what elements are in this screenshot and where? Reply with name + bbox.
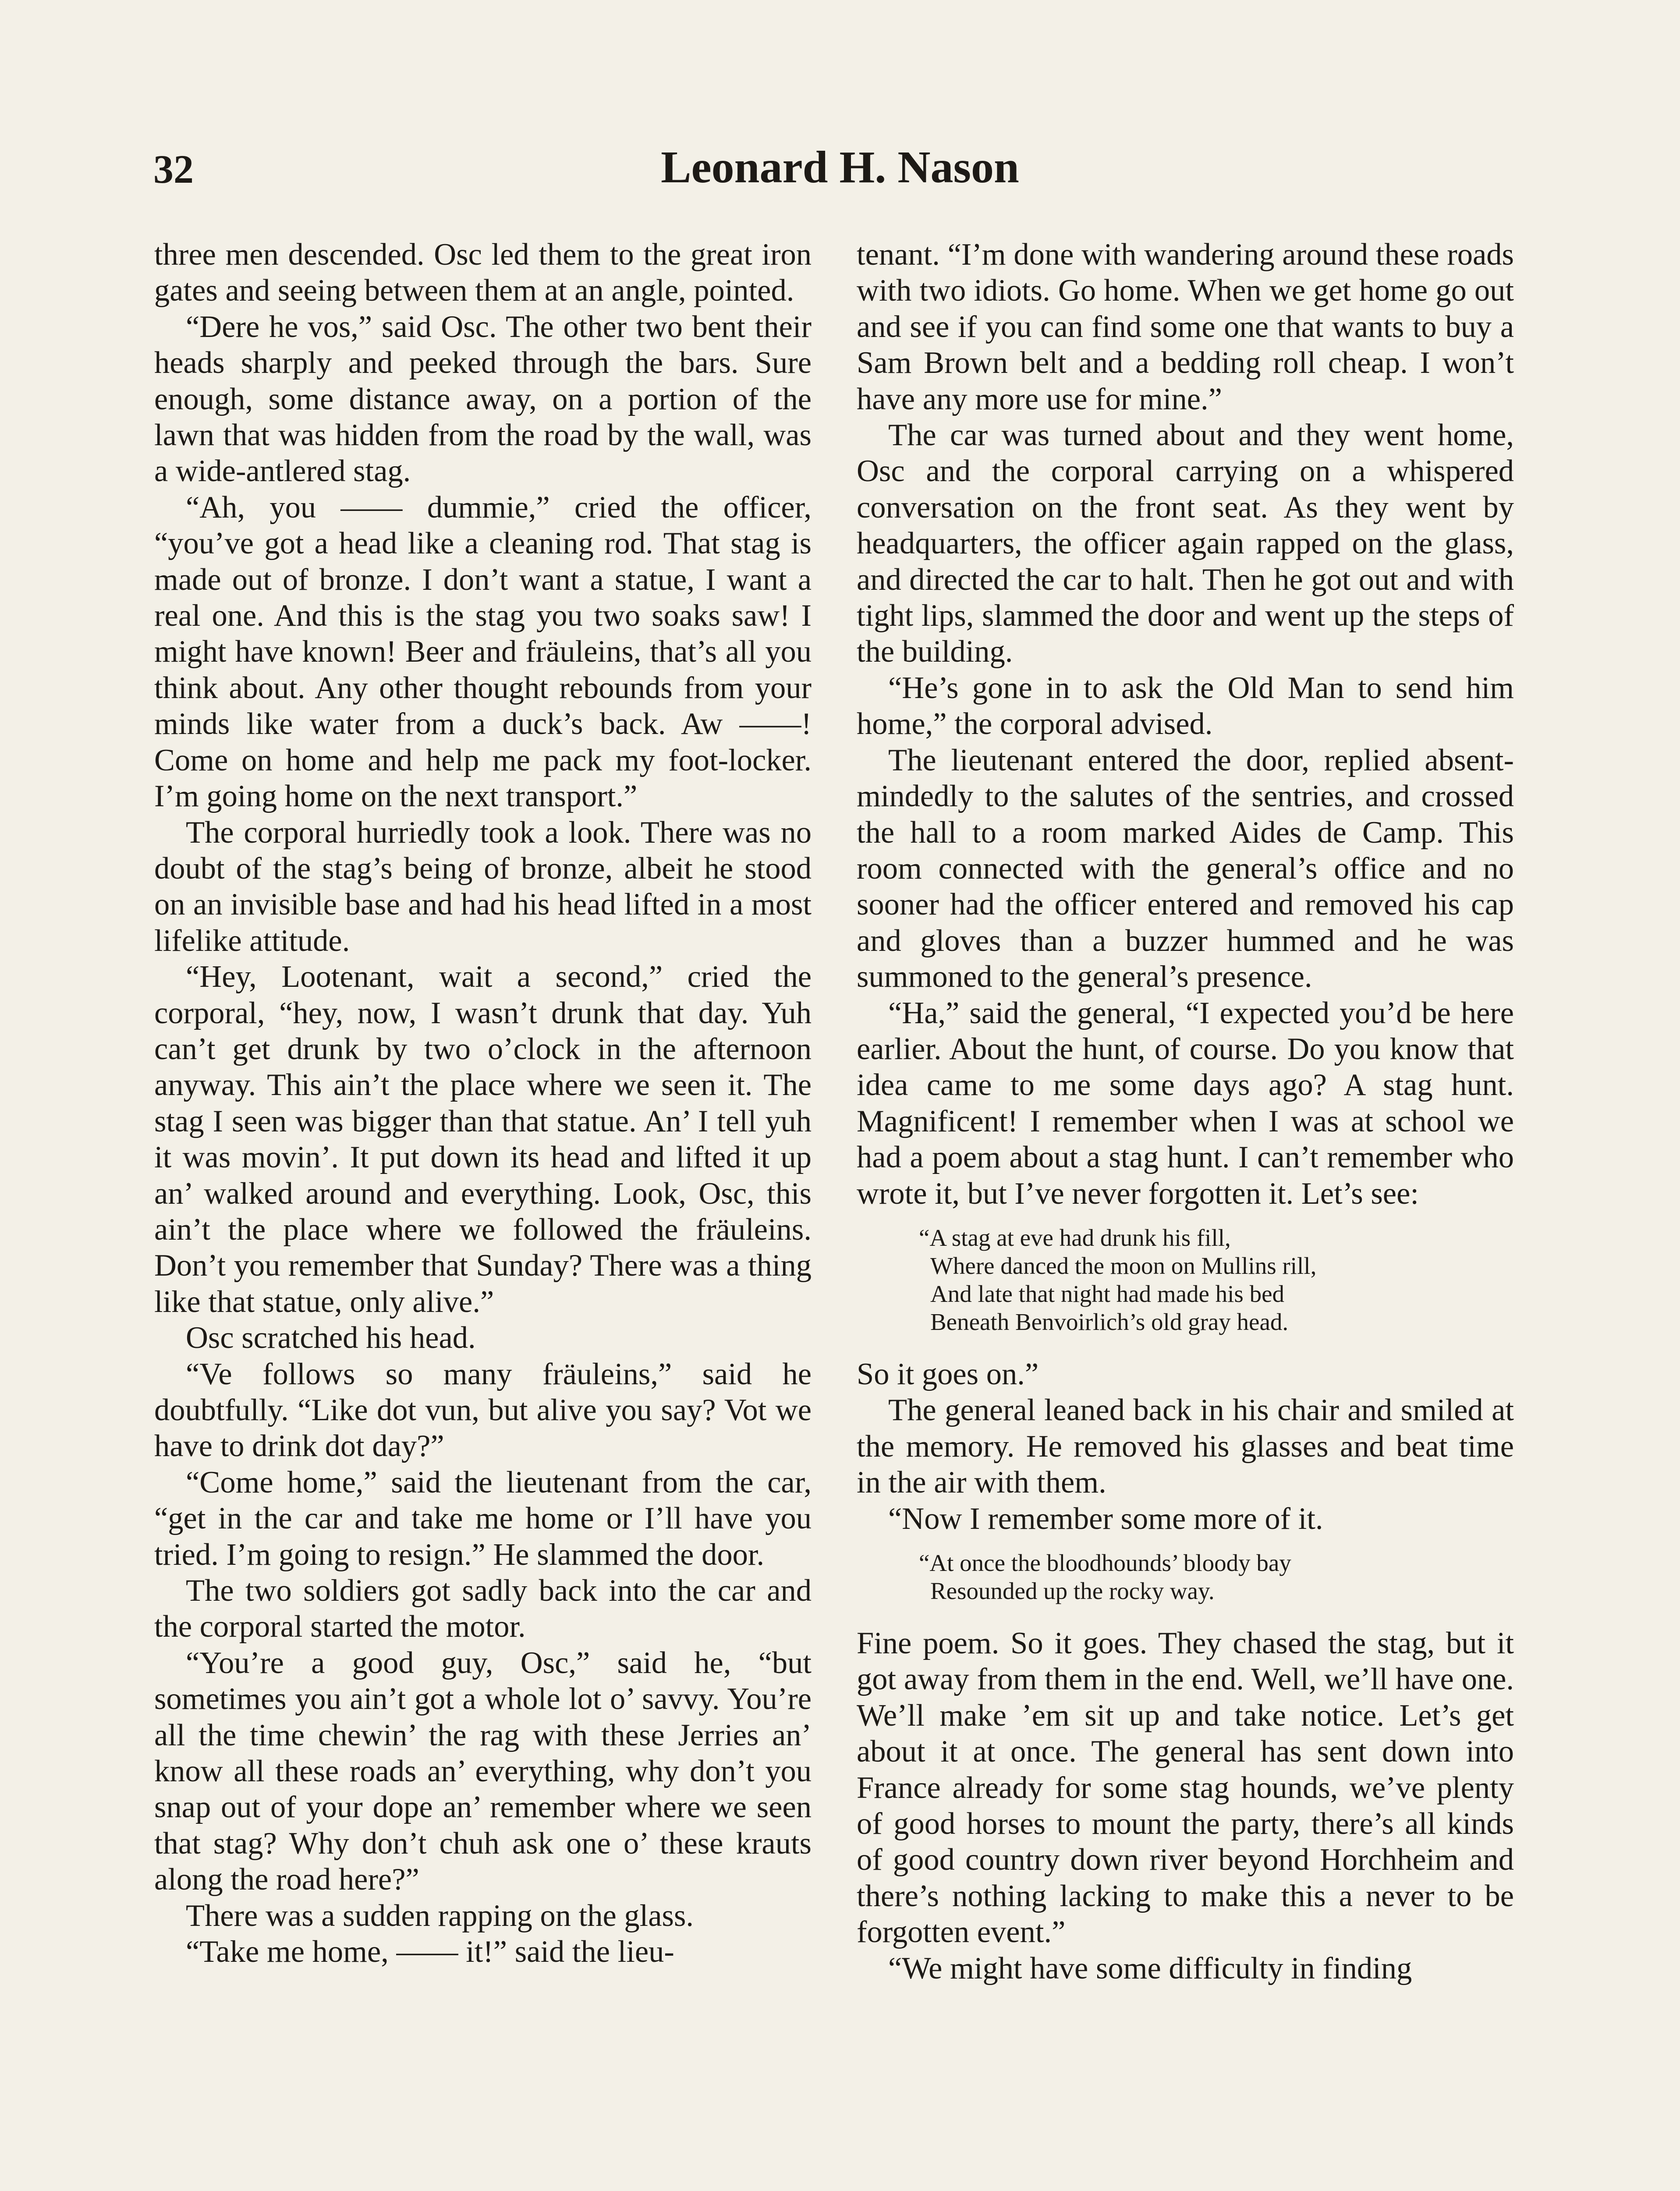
paragraph: The corporal hurriedly took a look. There was no doubt of the stag’s being of bronze, albeit he stood on an invisible base and had his head lifted in a most lifelike attitude. — [154, 815, 812, 958]
paragraph: three men descended. Osc led them to the great iron gates and seeing between them at an angle, pointed. — [154, 238, 812, 308]
paragraph: “You’re a good guy, Osc,” said he, “but sometimes you ain’t got a whole lot o’ savvy. You’re all the time chewin’ the rag with these Jerries an’ know all these roads an’ everything, why don’t you snap out of your dope an’ remember where we seen that stag? Why don’t chuh ask one o’ these krauts along the road here?” — [154, 1645, 812, 1897]
left-column — [154, 237, 812, 1970]
paragraph: “Ha,” said the general, “I expected you’d be here earlier. About the hunt, of course. Do you know that idea came to me some days ago? A stag hunt. Magnificent! I remember when I was at school we had a poem about a stag hunt. I can’t remember who wrote it, but I’ve never forgotten it. Let’s see: — [857, 996, 1514, 1211]
verse-line: “At once the bloodhounds’ bloody bay — [919, 1549, 1291, 1576]
paragraph: The car was turned about and they went home, Osc and the corporal carrying on a whispered conversation on the front seat. As they went by headquarters, the officer again rapped on the glass, and directed the car to halt. Then he got out and with tight lips, slammed the door and went up the steps of the building. — [857, 418, 1514, 669]
paragraph: tenant. “I’m done with wandering around these roads with two idiots. Go home. When we get home go out and see if you can find some one that wants to buy a Sam Brown belt and a bedding roll cheap. I won’t have any more use for mine.” — [857, 238, 1514, 416]
paragraph: “Take me home, —— it!” said the lieu- — [186, 1935, 674, 1969]
running-head: Leonard H. Nason — [661, 142, 1019, 192]
paragraph: “Ve follows so many fräuleins,” said he doubtfully. “Like dot vun, but alive you say? Vot we have to drink dot day?” — [154, 1357, 812, 1464]
poem-quote — [857, 1224, 1514, 1336]
right-column — [857, 237, 1514, 1986]
paragraph: “Now I remember some more of it. — [888, 1501, 1323, 1536]
paragraph: The two soldiers got sadly back into the car and the corporal started the motor. — [154, 1574, 812, 1644]
verse-line: “A stag at eve had drunk his fill, — [919, 1224, 1231, 1251]
paragraph: “Come home,” said the lieutenant from the car, “get in the car and take me home or I’ll have you tried. I’m going to resign.” He slammed the door. — [154, 1465, 812, 1572]
verse-line: Where danced the moon on Mullins rill, — [930, 1252, 1317, 1279]
verse-line: Beneath Benvoirlich’s old gray head. — [930, 1308, 1289, 1335]
page-number: 32 — [153, 147, 194, 191]
verse-line: Resounded up the rocky way. — [930, 1578, 1215, 1604]
paragraph: The lieutenant entered the door, replied absent-mindedly to the salutes of the sentries, and crossed the hall to a room marked Aides de Camp. This room connected with the general’s office and no sooner had the officer entered and removed his cap and gloves than a buzzer hummed and he was summoned to the general’s presence. — [857, 743, 1514, 994]
paragraph: The general leaned back in his chair and smiled at the memory. He removed his glasses and beat time in the air with them. — [857, 1393, 1514, 1500]
page-header — [0, 0, 1680, 228]
paragraph: “Dere he vos,” said Osc. The other two bent their heads sharply and peeked through the bars. Sure enough, some distance away, on a portion of the lawn that was hidden from the road by the wall, was a wide-antlered stag. — [154, 309, 812, 489]
paragraph: There was a sudden rapping on the glass. — [186, 1898, 694, 1933]
verse-line: And late that night had made his bed — [930, 1280, 1285, 1307]
paragraph: “We might have some difficulty in finding — [888, 1951, 1412, 1985]
paragraph: “Hey, Lootenant, wait a second,” cried the corporal, “hey, now, I wasn’t drunk that day. Yuh can’t get drunk by two o’clock in the afternoon anyway. This ain’t the place where we seen it. The stag I seen was bigger than that statue. An’ I tell yuh it was movin’. It put down its head and lifted it up an’ walked around and everything. Look, Osc, this ain’t the place where we followed the fräuleins. Don’t you remember that Sunday? There was a thing like that statue, only alive.” — [154, 960, 812, 1319]
paragraph: “He’s gone in to ask the Old Man to send him home,” the corporal advised. — [857, 670, 1514, 741]
paragraph: So it goes on.” — [857, 1357, 1039, 1391]
paragraph: Osc scratched his head. — [186, 1321, 476, 1355]
paragraph: Fine poem. So it goes. They chased the stag, but it got away from them in the end. Well, we’ll have one. We’ll make ’em sit up and take notice. Let’s get about it at once. The general has sent down into France already for some stag hounds, we’ve plenty of good horses to mount the party, there’s all kinds of good country down river beyond Horchheim and there’s nothing lacking to make this a never to be forgotten event.” — [857, 1626, 1514, 1950]
poem-quote — [857, 1549, 1514, 1605]
paragraph: “Ah, you —— dummie,” cried the officer, “you’ve got a head like a cleaning rod. That stag is made out of bronze. I don’t want a statue, I want a real one. And this is the stag you two soaks saw! I might have known! Beer and fräuleins, that’s all you think about. Any other thought rebounds from your minds like water from a duck’s back. Aw ——! Come on home and help me pack my foot-locker. I’m going home on the next transport.” — [154, 490, 812, 814]
